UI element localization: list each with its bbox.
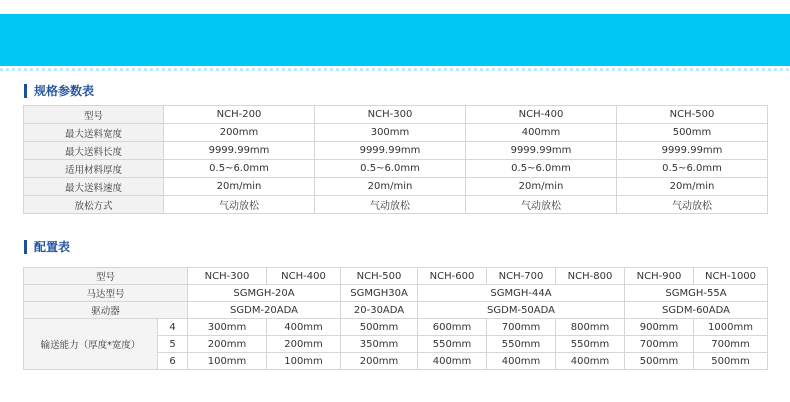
spec-cell: 9999.99mm: [164, 142, 315, 160]
capacity-cell: 550mm: [418, 336, 487, 353]
spec-row-label: 适用材料厚度: [24, 160, 164, 178]
spec-cell: NCH-500: [617, 106, 768, 124]
spec-row-label: 最大送料长度: [24, 142, 164, 160]
spec-table: [23, 105, 768, 214]
capacity-cell: 200mm: [341, 353, 418, 370]
config-motor-row: [24, 285, 768, 302]
capacity-label: 输送能力（厚度*宽度）: [24, 319, 158, 370]
spec-cell: 0.5~6.0mm: [315, 160, 466, 178]
spec-cell: NCH-300: [315, 106, 466, 124]
model-cell: NCH-700: [487, 268, 556, 285]
driver-cell: SGDM-20ADA: [188, 302, 341, 319]
capacity-cell: 200mm: [188, 336, 267, 353]
capacity-row: [24, 319, 768, 336]
spec-section-title: 规格参数表: [24, 83, 94, 99]
spec-cell: 20m/min: [315, 178, 466, 196]
capacity-cell: 100mm: [267, 353, 341, 370]
capacity-cell: 700mm: [694, 336, 768, 353]
spec-row-label: 最大送料宽度: [24, 124, 164, 142]
spec-cell: 500mm: [617, 124, 768, 142]
spec-row: [24, 124, 768, 142]
spec-cell: 0.5~6.0mm: [617, 160, 768, 178]
model-cell: NCH-900: [625, 268, 694, 285]
spec-cell: 0.5~6.0mm: [164, 160, 315, 178]
config-motor-label: 马达型号: [24, 285, 188, 302]
header-banner: [0, 14, 790, 66]
motor-cell: SGMGH-20A: [188, 285, 341, 302]
capacity-cell: 350mm: [341, 336, 418, 353]
capacity-cell: 200mm: [267, 336, 341, 353]
spec-cell: 300mm: [315, 124, 466, 142]
capacity-cell: 900mm: [625, 319, 694, 336]
capacity-cell: 500mm: [341, 319, 418, 336]
spec-row-label: 最大送料速度: [24, 178, 164, 196]
capacity-cell: 400mm: [556, 353, 625, 370]
motor-cell: SGMGH-44A: [418, 285, 625, 302]
spec-row: [24, 142, 768, 160]
config-driver-row: [24, 302, 768, 319]
capacity-cell: 700mm: [487, 319, 556, 336]
spec-cell: 气动放松: [315, 196, 466, 214]
config-table: [23, 267, 768, 370]
config-model-label: 型号: [24, 268, 188, 285]
capacity-cell: 500mm: [694, 353, 768, 370]
spec-row: [24, 196, 768, 214]
driver-cell: SGDM-50ADA: [418, 302, 625, 319]
spec-cell: 9999.99mm: [315, 142, 466, 160]
model-cell: NCH-1000: [694, 268, 768, 285]
thickness-cell: 5: [158, 336, 188, 353]
capacity-cell: 550mm: [487, 336, 556, 353]
capacity-cell: 550mm: [556, 336, 625, 353]
spec-cell: 气动放松: [617, 196, 768, 214]
spec-cell: 20m/min: [617, 178, 768, 196]
thickness-cell: 4: [158, 319, 188, 336]
capacity-cell: 500mm: [625, 353, 694, 370]
spec-cell: 20m/min: [466, 178, 617, 196]
spec-cell: 气动放松: [466, 196, 617, 214]
spec-row-label: 放松方式: [24, 196, 164, 214]
spec-cell: 400mm: [466, 124, 617, 142]
capacity-cell: 1000mm: [694, 319, 768, 336]
banner-divider: [0, 68, 790, 71]
spec-row: [24, 160, 768, 178]
config-driver-label: 驱动器: [24, 302, 188, 319]
motor-cell: SGMGH-55A: [625, 285, 768, 302]
model-cell: NCH-300: [188, 268, 267, 285]
spec-cell: 20m/min: [164, 178, 315, 196]
spec-row: [24, 106, 768, 124]
capacity-cell: 600mm: [418, 319, 487, 336]
config-model-row: [24, 268, 768, 285]
capacity-cell: 400mm: [418, 353, 487, 370]
model-cell: NCH-800: [556, 268, 625, 285]
spec-row: [24, 178, 768, 196]
capacity-cell: 400mm: [267, 319, 341, 336]
capacity-cell: 400mm: [487, 353, 556, 370]
driver-cell: SGDM-60ADA: [625, 302, 768, 319]
model-cell: NCH-400: [267, 268, 341, 285]
capacity-cell: 800mm: [556, 319, 625, 336]
model-cell: NCH-600: [418, 268, 487, 285]
motor-cell: SGMGH30A: [341, 285, 418, 302]
spec-cell: 200mm: [164, 124, 315, 142]
model-cell: NCH-500: [341, 268, 418, 285]
spec-cell: NCH-200: [164, 106, 315, 124]
spec-row-label: 型号: [24, 106, 164, 124]
spec-cell: 0.5~6.0mm: [466, 160, 617, 178]
capacity-cell: 100mm: [188, 353, 267, 370]
capacity-cell: 300mm: [188, 319, 267, 336]
spec-cell: 9999.99mm: [466, 142, 617, 160]
driver-cell: 20-30ADA: [341, 302, 418, 319]
spec-cell: 9999.99mm: [617, 142, 768, 160]
spec-cell: NCH-400: [466, 106, 617, 124]
capacity-cell: 700mm: [625, 336, 694, 353]
spec-cell: 气动放松: [164, 196, 315, 214]
config-section-title: 配置表: [24, 239, 70, 255]
thickness-cell: 6: [158, 353, 188, 370]
